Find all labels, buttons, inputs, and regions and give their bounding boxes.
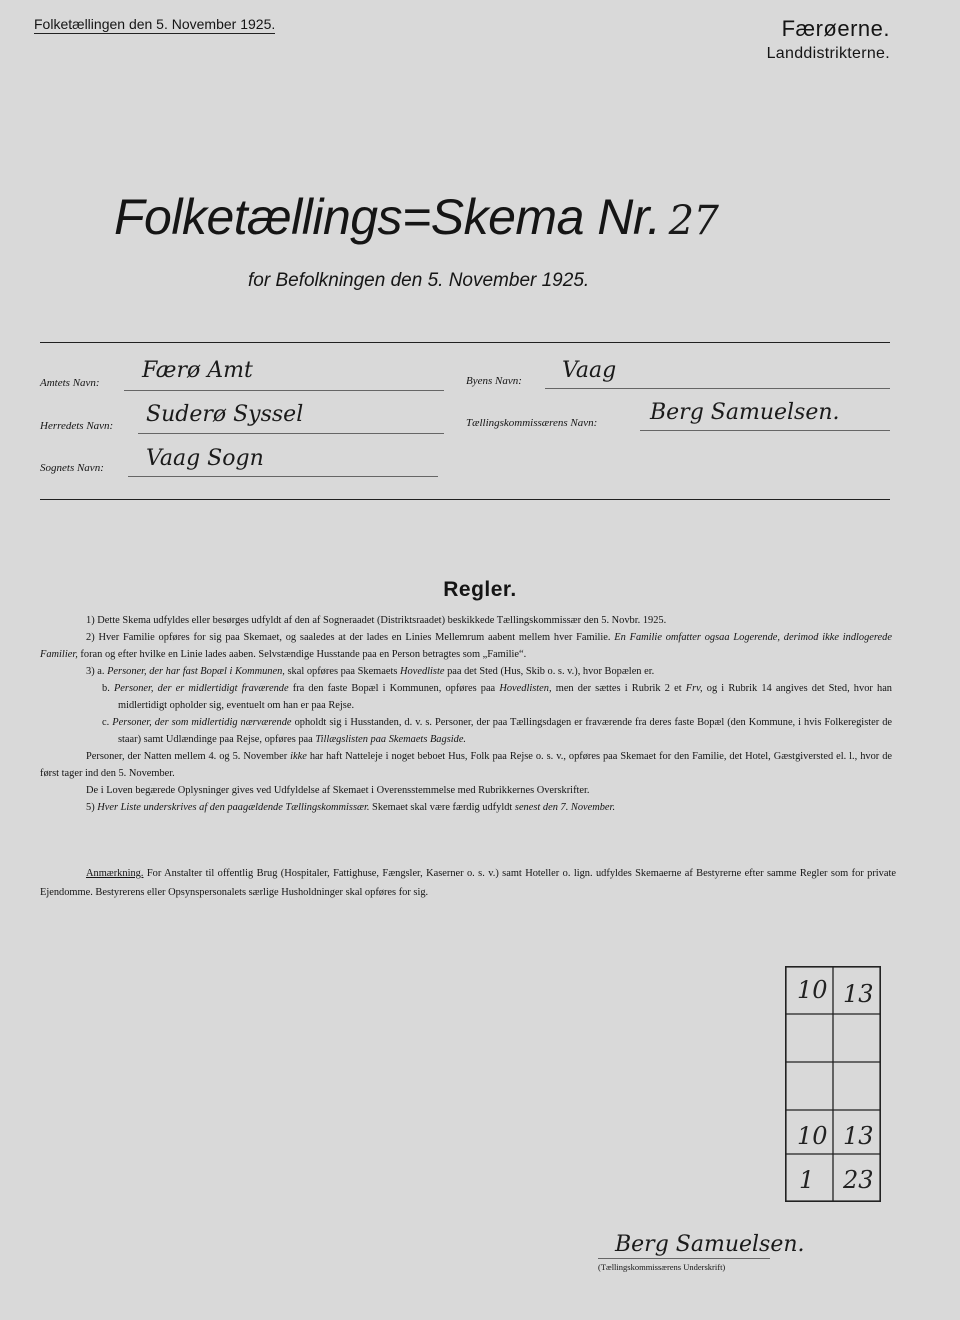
tally-r1-c2: 13 xyxy=(843,980,874,1008)
form-number: 27 xyxy=(668,198,719,244)
form-title xyxy=(114,188,718,246)
amt-value: Færø Amt xyxy=(142,358,253,383)
kommissaer-label: Tællingskommissærens Navn: xyxy=(466,417,598,429)
amt-line xyxy=(124,390,444,391)
signature-value: Berg Samuelsen. xyxy=(615,1232,805,1257)
by-label: Byens Navn: xyxy=(466,375,522,387)
district-type: Landdistrikterne. xyxy=(766,45,890,62)
rule-3a: 3) a. Personer, der har fast Bopæl i Kommunen, skal opføres paa Skemaets Hovedliste paa det Sted (Hus, Skib o. s. v.), hvor Bopælen er. xyxy=(86,666,655,677)
census-date-header: Folketællingen den 5. November 1925. xyxy=(34,16,276,32)
tally-r5-c1: 1 xyxy=(799,1166,815,1194)
by-line xyxy=(545,388,890,389)
herred-value: Suderø Syssel xyxy=(146,402,304,427)
rule-3b: b. Personer, der er midlertidigt fraværende fra den faste Bopæl i Kommunen, opføres paa Hovedlisten, men der sættes i Rubrik 2 et Frv, og i Rubrik 14 angives det Sted, hvor han midlertidigt opholder sig, eventuelt om han er paa Rejse. xyxy=(102,683,893,711)
tally-r4-c1: 10 xyxy=(797,1122,828,1150)
rule-4-note: De i Loven begærede Oplysninger gives ved Udfyldelse af Skemaet i Overensstemmelse med Rubrikkernes Overskrifter. xyxy=(86,785,590,796)
tally-r1-c1: 10 xyxy=(797,976,828,1004)
tally-r5-c2: 23 xyxy=(843,1166,874,1194)
divider-bottom xyxy=(40,499,890,500)
sogn-label: Sognets Navn: xyxy=(40,462,104,474)
herred-label: Herredets Navn: xyxy=(40,420,114,432)
rule-1: 1) Dette Skema udfyldes eller besørges udfyldt af den af Sogneraadet (Distriktsraadet) beskikkede Tællingskommissær den 5. Novbr. 1925. xyxy=(86,615,667,626)
signature-caption: (Tællingskommissærens Underskrift) xyxy=(598,1262,726,1272)
rules-heading: Regler. xyxy=(443,578,517,601)
divider-top xyxy=(40,342,890,343)
amt-label: Amtets Navn: xyxy=(40,377,100,389)
rule-2: 2) Hver Familie opføres for sig paa Skemaet, og saaledes at der lades en Linies Mellemrum aabent mellem hver Familie. En Familie omfatter ogsaa Logerende, derimod ikke indlogerede Familier, foran og efter hvilke en Linie lades aaben. Selvstændige Husstande paa en Person betragtes som „Familie“. xyxy=(40,632,892,660)
form-title-text: Folketællings=Skema Nr. xyxy=(114,189,661,245)
by-value: Vaag xyxy=(562,358,617,383)
region-name: Færøerne. xyxy=(781,16,890,41)
signature-line xyxy=(598,1258,770,1259)
region-header xyxy=(767,16,890,63)
kommissaer-value: Berg Samuelsen. xyxy=(650,400,840,425)
sogn-value: Vaag Sogn xyxy=(146,446,264,471)
rule-4: Personer, der Natten mellem 4. og 5. November ikke har haft Natteleje i noget beboet Hus, Folk paa Rejse o. s. v., opføres paa Skemaet for den Familie, det Hotel, Gæstgiversted el. l., hvor de først tager ind den 5. November. xyxy=(40,751,892,779)
form-subtitle: for Befolkningen den 5. November 1925. xyxy=(248,270,590,291)
herred-line xyxy=(138,433,444,434)
remark-label: Anmærkning. xyxy=(86,868,144,879)
tally-r4-c2: 13 xyxy=(843,1122,874,1150)
remark-text: For Anstalter til offentlig Brug (Hospitaler, Fattighuse, Fængsler, Kaserner o. s. v.) samt Hoteller o. lign. udfyldes Skemaerne af Bestyrerne efter samme Regler som for private Ejendomme. Bestyrerens eller Opsynspersonalets særlige Husholdninger skal opføres for sig. xyxy=(40,868,896,898)
rule-5: 5) Hver Liste underskrives af den paagældende Tællingskommissær. Skemaet skal være færdig udfyldt senest den 7. November. xyxy=(86,802,616,813)
rule-3c: c. Personer, der som midlertidig nærværende opholdt sig i Husstanden, d. v. s. Personer, der paa Tællingsdagen er fraværende fra deres faste Bopæl (den Kommune, i hvis Folkeregister de staar) samt Udlændinge paa Rejse, opføres paa Tillægslisten paa Skemaets Bagside. xyxy=(102,717,893,745)
sogn-line xyxy=(128,476,438,477)
rules-text xyxy=(40,612,892,816)
kommissaer-line xyxy=(640,430,890,431)
remark xyxy=(40,864,896,902)
tally-box xyxy=(785,966,881,1202)
